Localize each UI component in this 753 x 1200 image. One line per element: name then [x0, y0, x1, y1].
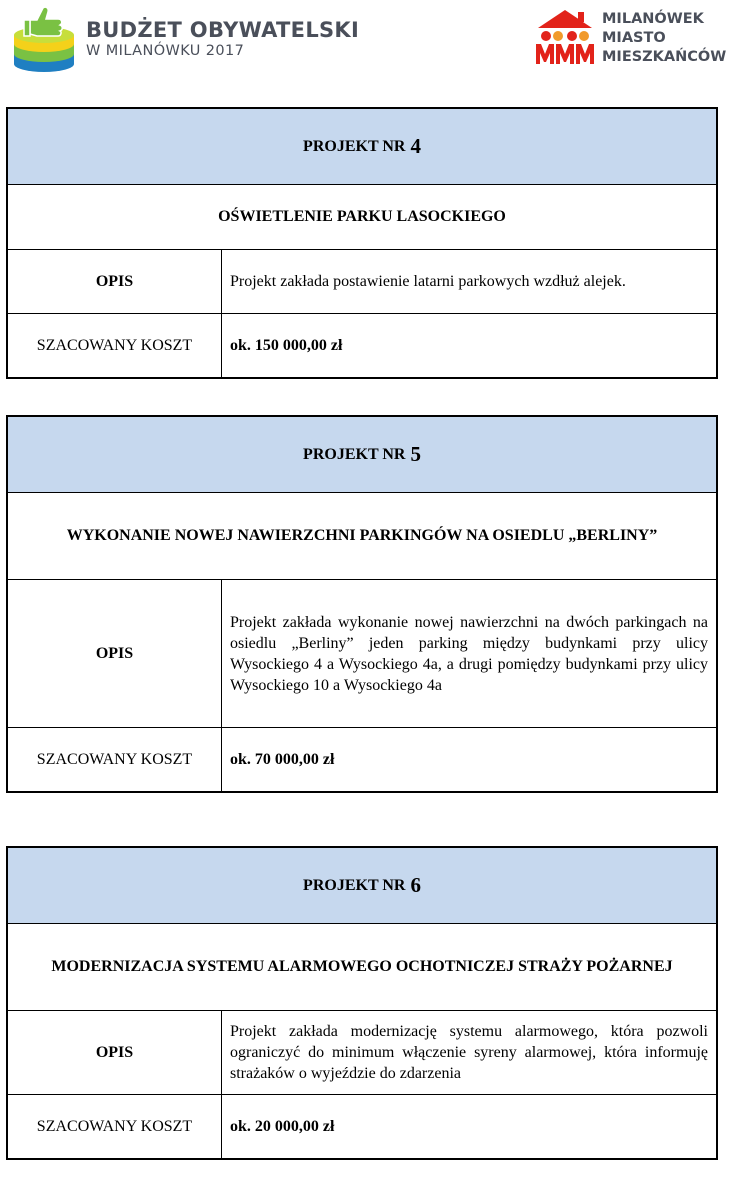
- logo-line-3: MIESZKAŃCÓW: [602, 49, 727, 65]
- cost-value: ok. 70 000,00 zł: [230, 751, 335, 768]
- description-row: [8, 579, 716, 727]
- project-label: PROJEKT NR: [303, 876, 406, 894]
- project-number: 4: [410, 134, 421, 158]
- cost-row: [8, 727, 716, 791]
- logo-line-2: MIASTO: [602, 30, 666, 46]
- cost-label: SZACOWANY KOSZT: [8, 314, 222, 377]
- description-label: OPIS: [8, 250, 222, 313]
- project-title: WYKONANIE NOWEJ NAWIERZCHNI PARKINGÓW NA OSIEDLU „BERLINY”: [66, 527, 658, 544]
- logo-title: BUDŻET OBYWATELSKI: [86, 18, 360, 42]
- house-people-icon: [534, 6, 596, 68]
- description-text: Projekt zakłada wykonanie nowej nawierzchni na dwóch parkingach na osiedlu „Berliny” jeden parking między budynkami przy ulicy Wysockiego 4 a Wysockiego 4a, a drugi pomiędzy budynkami przy ulicy Wysockiego 10 a Wysockiego 4a: [230, 613, 708, 694]
- project-table-6: [6, 846, 718, 1160]
- project-label: PROJEKT NR: [303, 445, 406, 463]
- description-label: OPIS: [8, 580, 222, 727]
- project-header: [8, 417, 716, 493]
- project-number: 5: [410, 442, 421, 466]
- project-header: [8, 109, 716, 185]
- cost-value: ok. 20 000,00 zł: [230, 1118, 335, 1135]
- cost-row: [8, 313, 716, 377]
- cost-value: ok. 150 000,00 zł: [230, 337, 343, 354]
- project-header: [8, 848, 716, 924]
- project-title: OŚWIETLENIE PARKU LASOCKIEGO: [218, 208, 506, 225]
- project-table-4: [6, 107, 718, 379]
- project-title: MODERNIZACJA SYSTEMU ALARMOWEGO OCHOTNICZEJ STRAŻY POŻARNEJ: [51, 958, 673, 975]
- project-label: PROJEKT NR: [303, 137, 406, 155]
- logo-line-1: MILANÓWEK: [602, 11, 704, 27]
- description-text: Projekt zakłada modernizację systemu alarmowego, która pozwoli ograniczyć do minimum włączenie syreny alarmowej, która informuję strażaków o wyjeździe do zdarzenia: [230, 1023, 708, 1082]
- cost-label: SZACOWANY KOSZT: [8, 1095, 222, 1158]
- description-row: [8, 1010, 716, 1094]
- project-number: 6: [410, 873, 421, 897]
- description-row: [8, 249, 716, 313]
- project-table-5: [6, 415, 718, 793]
- thumbs-up-stack-icon: [12, 4, 76, 74]
- cost-label: SZACOWANY KOSZT: [8, 728, 222, 791]
- description-label: OPIS: [8, 1011, 222, 1094]
- description-text: Projekt zakłada postawienie latarni parkowych wzdłuż alejek.: [230, 273, 626, 290]
- budzet-obywatelski-logo: [12, 4, 360, 74]
- cost-row: [8, 1094, 716, 1158]
- milanowek-logo: [534, 6, 744, 72]
- logo-subtitle: W MILANÓWKU 2017: [86, 43, 245, 59]
